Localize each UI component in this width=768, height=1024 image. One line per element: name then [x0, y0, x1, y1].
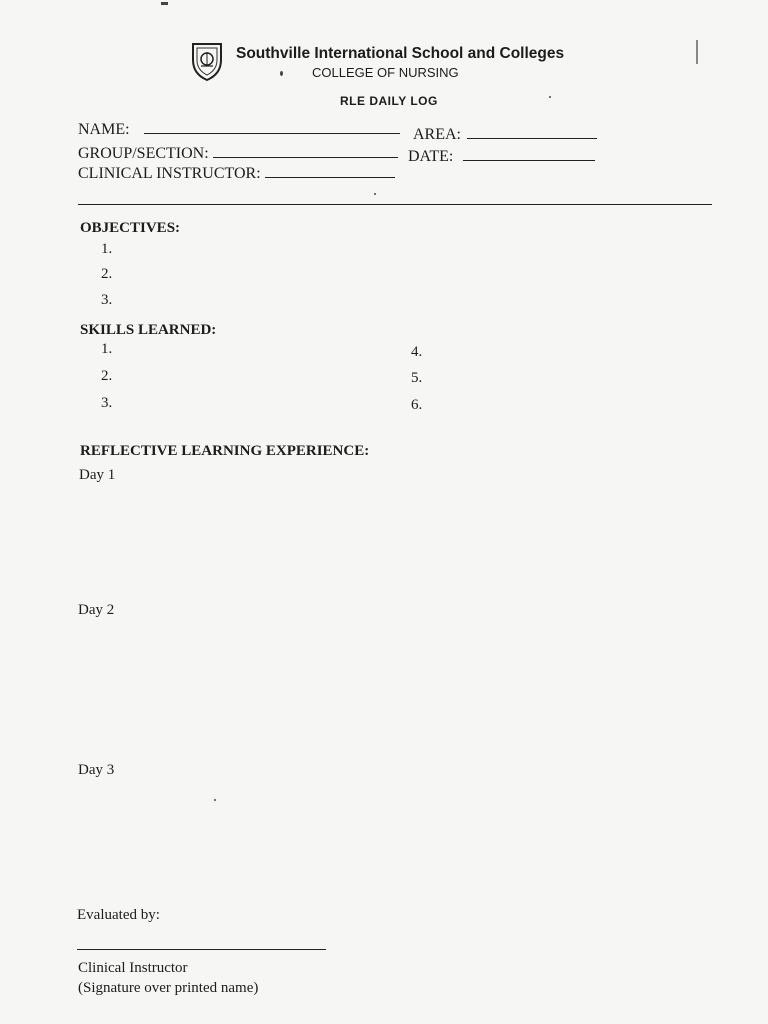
- name-field: [78, 121, 400, 139]
- objective-item-3: 3.: [101, 292, 113, 308]
- day-3-label: Day 3: [78, 762, 115, 778]
- section-divider: [78, 204, 712, 205]
- objective-item-2: 2.: [101, 266, 113, 282]
- skill-item-1: 1.: [101, 341, 113, 357]
- skill-item-6: 6.: [411, 397, 423, 413]
- college-name: COLLEGE OF NURSING: [312, 65, 459, 80]
- scan-speck: [214, 799, 216, 801]
- date-input-line[interactable]: [463, 160, 595, 161]
- skill-item-5: 5.: [411, 370, 423, 386]
- group-section-label: GROUP/SECTION:: [78, 145, 209, 162]
- area-input-line[interactable]: [467, 138, 597, 139]
- clinical-instructor-input-line[interactable]: [265, 177, 395, 178]
- reflection-heading: REFLECTIVE LEARNING EXPERIENCE:: [80, 443, 370, 459]
- clinical-instructor-label: CLINICAL INSTRUCTOR:: [78, 165, 261, 182]
- scan-speck: [549, 96, 551, 98]
- skill-item-2: 2.: [101, 368, 113, 384]
- signature-line[interactable]: [77, 949, 326, 950]
- form-title: RLE DAILY LOG: [340, 94, 438, 108]
- date-field: [408, 148, 595, 166]
- group-section-input-line[interactable]: [213, 157, 398, 158]
- objectives-heading: OBJECTIVES:: [80, 220, 181, 236]
- school-crest-icon: [190, 40, 224, 82]
- group-section-field: [78, 145, 398, 163]
- scan-speck: [374, 193, 376, 195]
- signature-note: (Signature over printed name): [78, 980, 259, 996]
- scan-speck: [696, 40, 698, 64]
- scan-speck: [280, 71, 283, 76]
- date-label: DATE:: [408, 148, 454, 165]
- day-1-label: Day 1: [79, 467, 116, 483]
- clinical-instructor-role: Clinical Instructor: [78, 960, 188, 976]
- institution-name: Southville International School and Colleges: [236, 45, 565, 62]
- name-input-line[interactable]: [144, 133, 400, 134]
- skill-item-4: 4.: [411, 344, 423, 360]
- skill-item-3: 3.: [101, 395, 113, 411]
- name-label: NAME:: [78, 121, 130, 138]
- scan-speck: [161, 2, 168, 5]
- area-field: [413, 126, 597, 144]
- clinical-instructor-field: [78, 165, 395, 183]
- day-2-label: Day 2: [78, 602, 115, 618]
- area-label: AREA:: [413, 126, 461, 143]
- objective-item-1: 1.: [101, 241, 113, 257]
- skills-heading: SKILLS LEARNED:: [80, 322, 217, 338]
- evaluated-by-label: Evaluated by:: [77, 907, 160, 923]
